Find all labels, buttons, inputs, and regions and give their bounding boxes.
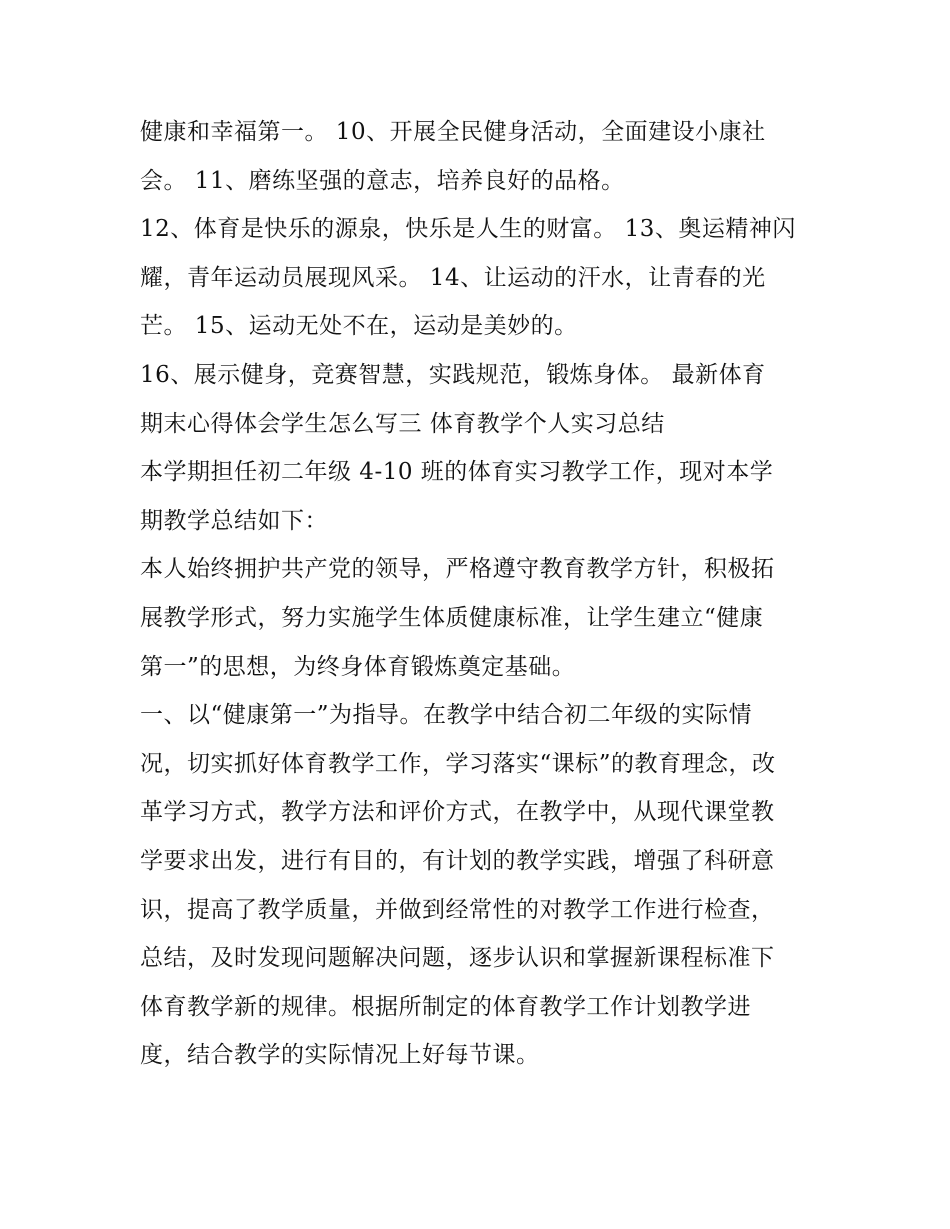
text-line: 期末心得体会学生怎么写三 体育教学个人实习总结 [140,410,665,437]
text-line: 期教学总结如下： [140,507,328,534]
text-line: 会。 11、磨练坚强的意志，培养良好的品格。 [140,167,625,194]
document-body [140,108,820,1080]
text-line: 体育教学新的规律。根据所制定的体育教学工作计划教学进 [140,993,751,1020]
text-line: 本学期担任初二年级 4-10 班的体育实习教学工作，现对本学 [140,459,774,486]
text-line: 本人始终拥护共产党的领导，严格遵守教育教学方针，积极拓 [140,556,775,583]
text-line: 第一”的思想，为终身体育锻炼奠定基础。 [140,653,576,680]
text-line: 况，切实抓好体育教学工作，学习落实“课标”的教育理念，改 [140,750,776,777]
text-line: 学要求出发，进行有目的，有计划的教学实践，增强了科研意 [140,847,775,874]
text-line: 展教学形式，努力实施学生体质健康标准，让学生建立“健康 [140,604,764,631]
text-line: 耀，青年运动员展现风采。 14、让运动的汗水，让青春的光 [140,264,766,291]
text-line: 识，提高了教学质量，并做到经常性的对教学工作进行检查， [140,896,775,923]
text-line: 总结，及时发现问题解决问题，逐步认识和掌握新课程标准下 [140,945,775,972]
text-line: 12、体育是快乐的源泉，快乐是人生的财富。 13、奥运精神闪 [140,216,796,243]
text-line: 健康和幸福第一。 10、开展全民健身活动，全面建设小康社 [140,119,766,145]
text-line: 芒。 15、运动无处不在，运动是美妙的。 [140,313,578,340]
text-line: 16、展示健身，竞赛智慧，实践规范，锻炼身体。 最新体育 [140,361,766,388]
text-line: 度，结合教学的实际情况上好每节课。 [140,1042,540,1069]
text-line: 一、以“健康第一”为指导。在教学中结合初二年级的实际情 [140,702,753,729]
text-line: 革学习方式，教学方法和评价方式，在教学中，从现代课堂教 [140,799,775,826]
